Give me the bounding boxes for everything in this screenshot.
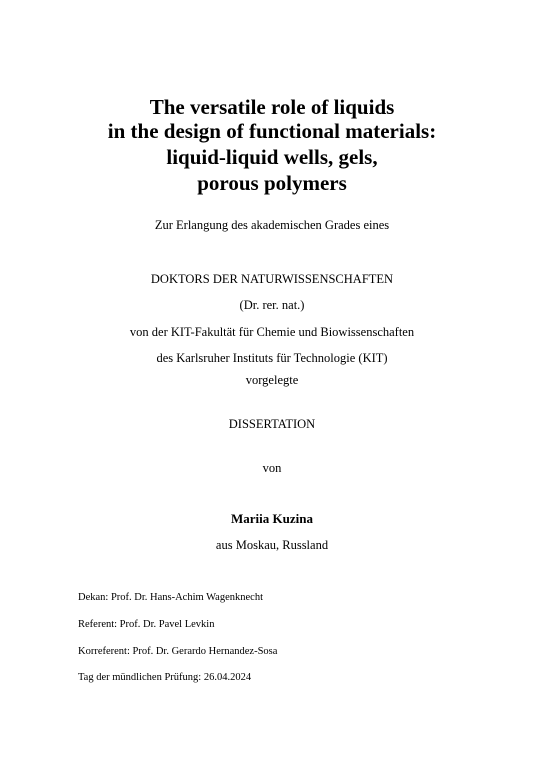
author-name: Mariia Kuzina	[231, 511, 313, 526]
by-label: von	[262, 461, 282, 475]
coreferee: Korreferent: Prof. Dr. Gerardo Hernandez-Sosa	[78, 646, 278, 657]
title-line-4: porous polymers	[197, 171, 347, 195]
author-origin: aus Moskau, Russland	[215, 538, 329, 552]
institute: des Karlsruher Instituts für Technologie (KIT)	[156, 351, 388, 365]
referee: Referent: Prof. Dr. Pavel Levkin	[78, 619, 215, 630]
degree-abbreviation: (Dr. rer. nat.)	[239, 298, 305, 312]
dean: Dekan: Prof. Dr. Hans-Achim Wagenknecht	[78, 592, 263, 603]
document-type: DISSERTATION	[228, 417, 316, 431]
degree-name: DOKTORS DER NATURWISSENSCHAFTEN	[150, 272, 394, 286]
title-line-1: The versatile role of liquids	[149, 95, 395, 119]
degree-purpose: Zur Erlangung des akademischen Grades eines	[154, 218, 390, 232]
title-line-3: liquid-liquid wells, gels,	[166, 145, 378, 169]
exam-date: Tag der mündlichen Prüfung: 26.04.2024	[78, 672, 252, 683]
title-line-2: in the design of functional materials:	[107, 119, 437, 143]
faculty: von der KIT-Fakultät für Chemie und Biowissenschaften	[129, 325, 415, 339]
submitted-label: vorgelegte	[245, 373, 299, 387]
